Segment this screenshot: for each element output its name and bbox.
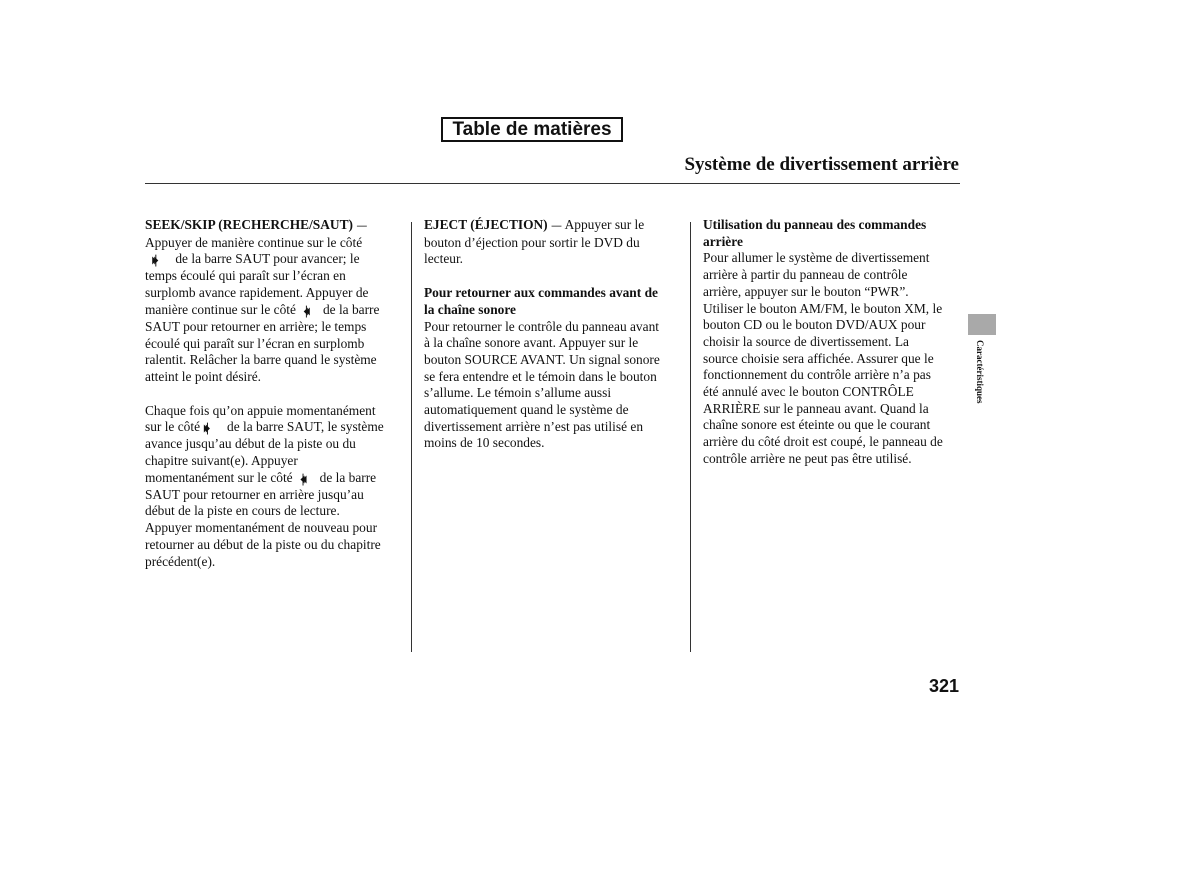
- body-line: ralentit. Relâcher la barre quand le système: [145, 352, 377, 368]
- body-line: surplomb avance rapidement. Appuyer de: [145, 285, 369, 301]
- body-line: Appuyer momentanément de nouveau pour: [145, 520, 378, 536]
- body-line: arrière à partir du panneau de contrôle: [703, 267, 908, 283]
- body-line: fonctionnement du contrôle arrière n’a pas: [703, 367, 931, 383]
- section-title: Système de divertissement arrière: [684, 154, 959, 175]
- page-number: 321: [929, 676, 960, 696]
- body-line: retourner au début de la piste ou du chapitre: [145, 536, 381, 552]
- body-line: bouton CD ou le bouton DVD/AUX pour: [703, 317, 926, 333]
- body-line: choisir la source de divertissement. La: [703, 333, 909, 349]
- body-line: chaîne sonore est éteinte ou que le courant: [703, 417, 931, 433]
- body-line: arrière, appuyer sur le bouton “PWR”.: [703, 283, 909, 299]
- chapter-tab[interactable]: [968, 314, 996, 335]
- body-line: début de la piste en cours de lecture.: [145, 503, 340, 519]
- body-line: contrôle arrière ne peut pas être utilisé.: [703, 450, 912, 466]
- column-divider: [411, 222, 412, 652]
- body-line: moins de 10 secondes.: [424, 435, 545, 451]
- column-rear-panel: [703, 217, 965, 468]
- body-line: sur le côté ⏵⏵▏ de la barre SAUT, le système: [145, 419, 384, 436]
- body-line: bouton SOURCE AVANT. Un signal sonore: [424, 351, 660, 367]
- body-line: ARRIÈRE sur le panneau avant. Quand la: [703, 400, 929, 416]
- skip-back-icon: ▕⏴⏴: [298, 306, 308, 318]
- body-line: se fera entendre et le témoin dans le bouton: [424, 368, 657, 384]
- body-line: Appuyer sur le: [564, 217, 645, 232]
- eject-heading: EJECT (ÉJECTION): [424, 217, 548, 232]
- skip-forward-icon: ⏵⏵▏: [203, 424, 212, 436]
- column-seek-skip: [145, 217, 407, 570]
- body-line: ⏵⏵▏ de la barre SAUT pour avancer; le: [151, 251, 360, 268]
- body-line: momentanément sur le côté ▕⏴⏴ de la barre: [145, 469, 377, 486]
- body-line: SAUT pour retourner en arrière; le temps: [145, 318, 367, 334]
- header-divider: [145, 183, 960, 184]
- body-line: Chaque fois qu’on appuie momentanément: [145, 402, 376, 418]
- body-line: temps écoulé qui paraît sur l’écran en: [145, 268, 346, 284]
- skip-forward-icon: ⏵⏵▏: [151, 256, 161, 268]
- body-line: s’allume. Le témoin s’allume aussi: [424, 385, 612, 401]
- chapter-tab-label: Caractéristiques: [975, 340, 985, 404]
- body-line: lecteur.: [424, 251, 464, 267]
- body-line: à la chaîne sonore avant. Appuyer sur le: [424, 335, 639, 351]
- body-line: écoulé qui paraît sur l’écran en surplomb: [145, 335, 365, 351]
- body-line: bouton d’éjection pour sortir le DVD du: [424, 234, 640, 250]
- column-divider: [690, 222, 691, 652]
- body-line: été annulé avec le bouton CONTRÔLE: [703, 384, 914, 400]
- body-line: manière continue sur le côté ▕⏴⏴ de la barre: [145, 301, 380, 318]
- front-controls-heading: la chaîne sonore: [424, 301, 517, 317]
- heading-dash: —: [356, 219, 368, 232]
- heading-dash: —: [551, 219, 563, 232]
- body-line: Pour allumer le système de divertissement: [703, 250, 930, 266]
- body-line: divertissement arrière n’est pas utilisé en: [424, 418, 644, 434]
- skip-back-icon: ▕⏴⏴: [295, 474, 305, 486]
- body-line: Utiliser le bouton AM/FM, le bouton XM, le: [703, 300, 943, 316]
- body-line: chapitre suivant(e). Appuyer: [145, 453, 298, 469]
- body-line: automatiquement quand le système de: [424, 402, 629, 418]
- rear-panel-heading: Utilisation du panneau des commandes: [703, 217, 927, 232]
- body-line: avance jusqu’au début de la piste ou du: [145, 436, 356, 452]
- body-line: SAUT pour retourner en arrière jusqu’au: [145, 486, 364, 502]
- body-line: Pour retourner le contrôle du panneau avant: [424, 318, 659, 334]
- seek-skip-heading: SEEK/SKIP (RECHERCHE/SAUT): [145, 217, 353, 232]
- body-line: source choisie sera affichée. Assurer que le: [703, 350, 934, 366]
- body-line: arrière du côté droit est coupé, le panneau de: [703, 434, 943, 450]
- body-line: Appuyer de manière continue sur le côté: [145, 234, 363, 250]
- rear-panel-heading: arrière: [703, 233, 743, 249]
- column-eject: [424, 217, 686, 452]
- body-line: atteint le point désiré.: [145, 368, 262, 384]
- body-line: précédent(e).: [145, 553, 216, 569]
- front-controls-heading: Pour retourner aux commandes avant de: [424, 285, 658, 301]
- table-of-contents-button[interactable]: Table de matières: [441, 117, 623, 142]
